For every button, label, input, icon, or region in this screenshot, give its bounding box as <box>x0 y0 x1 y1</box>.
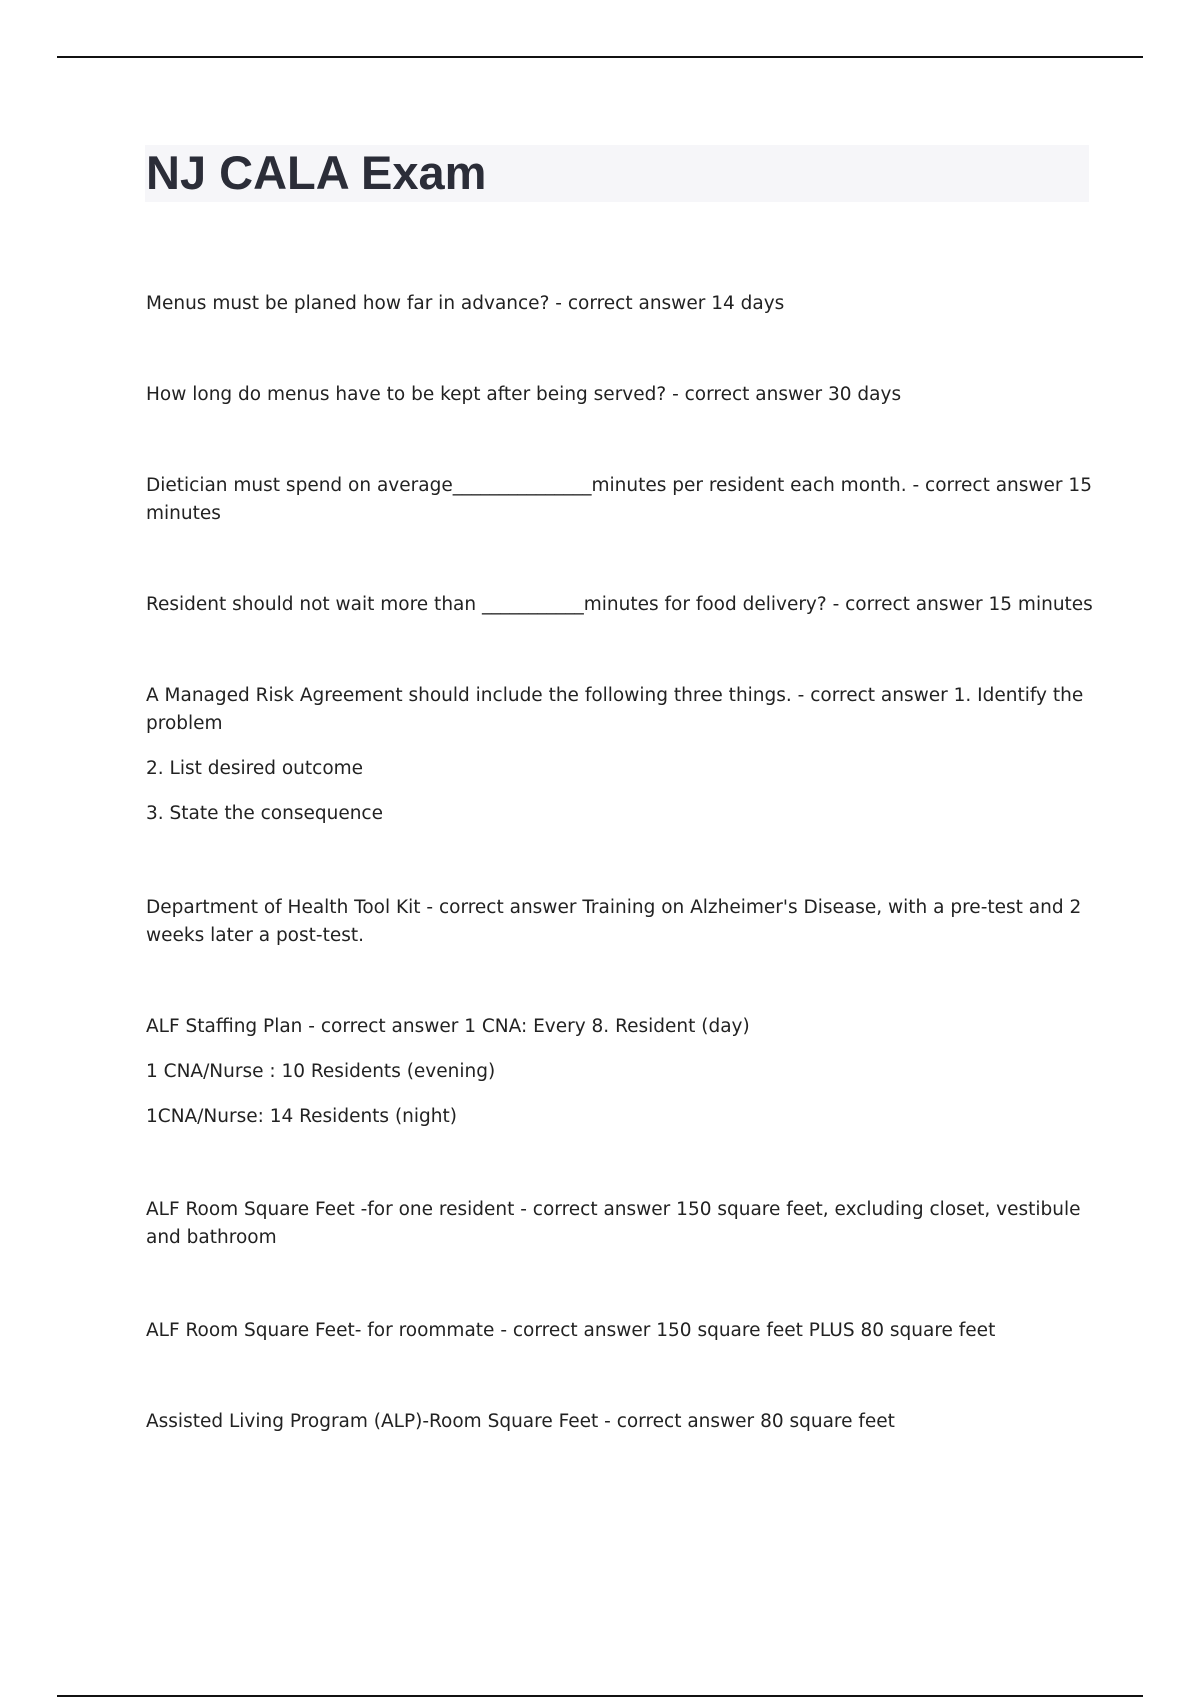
question-text: Department of Health Tool Kit <box>146 897 421 918</box>
page-title: NJ CALA Exam <box>146 146 487 199</box>
question-text: ALF Room Square Feet -for one resident <box>146 1199 515 1220</box>
question-text: ALF Staffing Plan <box>146 1016 303 1037</box>
qa-text <box>146 591 1096 619</box>
qa-item <box>146 894 1096 950</box>
separator: - <box>666 384 685 405</box>
answer-label: correct answer <box>684 384 823 405</box>
qa-item <box>146 1408 1096 1436</box>
qa-text <box>146 1196 1096 1252</box>
answer-text: 1 CNA: Every 8. Resident (day) <box>464 1016 750 1037</box>
qa-item <box>146 1317 1096 1345</box>
answer-line: 1 CNA/Nurse : 10 Residents (evening) <box>146 1061 496 1082</box>
qa-text <box>146 290 1096 318</box>
answer-label: correct answer <box>320 1016 459 1037</box>
qa-text <box>146 682 1096 738</box>
question-text: A Managed Risk Agreement should include the following three things. <box>146 685 792 706</box>
qa-item <box>146 591 1096 619</box>
answer-text: 1. Identify the problem <box>146 685 1084 734</box>
qa-text <box>146 472 1096 528</box>
answer-text: 80 square feet <box>760 1411 895 1432</box>
answer-text: Training on Alzheimer's Disease, with a pre-test and 2 weeks later a post-test. <box>146 897 1082 946</box>
qa-text <box>146 894 1096 950</box>
separator: - <box>514 1199 533 1220</box>
qa-item <box>146 472 1096 528</box>
qa-item <box>146 682 1096 828</box>
question-text: Menus must be planed how far in advance? <box>146 293 550 314</box>
answer-label: correct answer <box>512 1320 651 1341</box>
question-text: ALF Room Square Feet- for roommate <box>146 1320 495 1341</box>
qa-text <box>146 1408 1096 1436</box>
qa-text <box>146 381 1096 409</box>
qa-item <box>146 290 1096 318</box>
answer-label: correct answer <box>438 897 577 918</box>
qa-text <box>146 1013 1096 1041</box>
answer-label: correct answer <box>532 1199 671 1220</box>
separator: - <box>420 897 439 918</box>
question-text: Dietician must spend on average_______________minutes per resident each month. <box>146 475 907 496</box>
qa-item <box>146 381 1096 409</box>
separator: - <box>791 685 811 706</box>
answer-label: correct answer <box>925 475 1063 496</box>
answer-text: 150 square feet PLUS 80 square feet <box>656 1320 996 1341</box>
question-text: Assisted Living Program (ALP)-Room Square Feet <box>146 1411 599 1432</box>
answer-label: correct answer <box>845 594 983 615</box>
qa-item <box>146 1013 1096 1131</box>
answer-line: 3. State the consequence <box>146 803 383 824</box>
question-text: Resident should not wait more than ___________minutes for food delivery? <box>146 594 827 615</box>
qa-item <box>146 1196 1096 1252</box>
separator: - <box>598 1411 617 1432</box>
answer-label: correct answer <box>567 293 706 314</box>
bottom-rule <box>57 1695 1143 1697</box>
answer-text: 150 square feet, excluding closet, vestibule and bathroom <box>146 1199 1081 1248</box>
answer-line: 2. List desired outcome <box>146 758 364 779</box>
separator: - <box>549 293 568 314</box>
answer-label: correct answer <box>810 685 948 706</box>
separator: - <box>826 594 846 615</box>
separator: - <box>302 1016 321 1037</box>
question-text: How long do menus have to be kept after being served? <box>146 384 667 405</box>
separator: - <box>494 1320 513 1341</box>
answer-text: 14 days <box>711 293 785 314</box>
separator: - <box>906 475 926 496</box>
top-rule <box>57 56 1143 58</box>
answer-label: correct answer <box>616 1411 755 1432</box>
answer-text: 15 minutes <box>988 594 1093 615</box>
answer-text: 15 minutes <box>146 475 1092 524</box>
qa-text <box>146 1317 1096 1345</box>
answer-text: 30 days <box>828 384 902 405</box>
answer-line: 1CNA/Nurse: 14 Residents (night) <box>146 1106 457 1127</box>
